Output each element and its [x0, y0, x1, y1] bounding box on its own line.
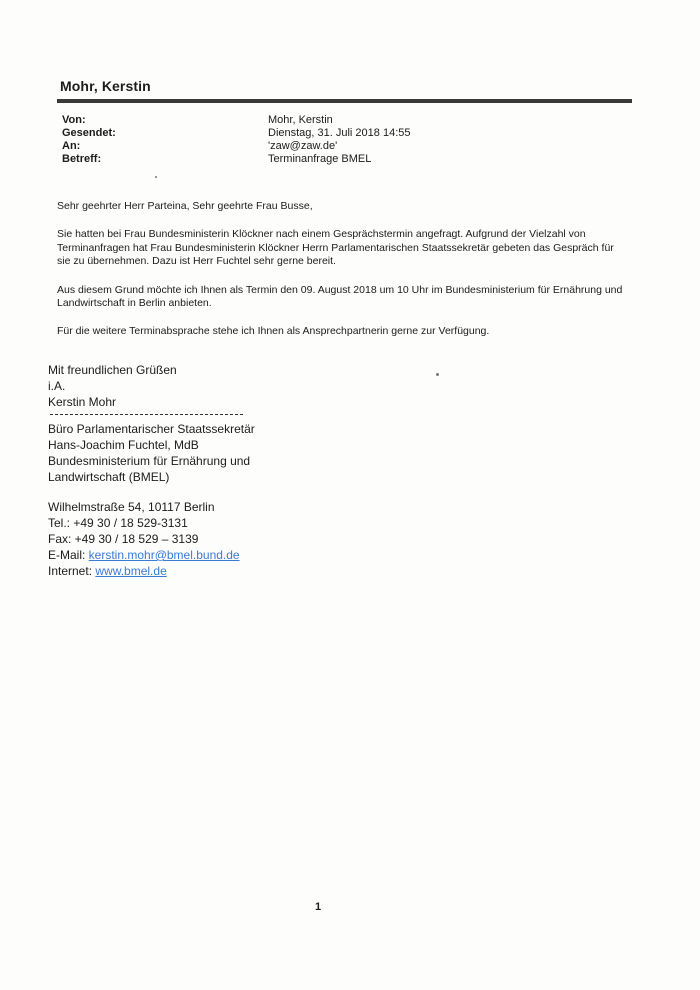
scan-speck	[436, 373, 439, 376]
signer-name: Kerstin Mohr	[48, 395, 117, 409]
signature-divider	[50, 414, 243, 415]
office-line: Büro Parlamentarischer Staatssekretär	[48, 422, 255, 436]
body-paragraph: Aus diesem Grund möchte ich Ihnen als Termin den 09. August 2018 um 10 Uhr im Bundesministerium für Ernährung und Landwirtschaft in Berlin anbieten.	[57, 283, 623, 310]
meta-value: 'zaw@zaw.de'	[268, 140, 338, 152]
address-line: Wilhelmstraße 54, 10117 Berlin	[48, 500, 215, 514]
page-number: 1	[315, 901, 322, 913]
meta-label: Von:	[62, 114, 86, 126]
meta-value: Terminanfrage BMEL	[268, 153, 372, 165]
greeting: Sehr geehrter Herr Parteina, Sehr geehrte Frau Busse,	[57, 200, 313, 212]
meta-label: Betreff:	[62, 153, 102, 165]
email-metadata	[62, 114, 622, 166]
meta-value: Mohr, Kerstin	[268, 114, 333, 126]
body-paragraph: Für die weitere Terminabsprache stehe ich Ihnen als Ansprechpartnerin gerne zur Verfügung.	[57, 325, 490, 338]
meta-row-sent	[62, 127, 622, 140]
meta-row-to	[62, 140, 622, 153]
meta-value: Dienstag, 31. Juli 2018 14:55	[268, 127, 411, 139]
email-label: E-Mail:	[48, 548, 89, 562]
internet-label: Internet:	[48, 564, 96, 578]
email-signature	[48, 362, 348, 579]
body-paragraph: Sie hatten bei Frau Bundesministerin Klöckner nach einem Gesprächstermin angefragt. Aufgrund der Vielzahl von Terminanfragen hat Frau Bundesministerin Klöckner Herrn Parlamentarischen Staatssekretär gebeten das Gespräch für sie zu übernehmen. Dazu ist Herr Fuchtel sehr gerne bereit.	[57, 228, 614, 268]
spacer	[48, 485, 348, 499]
office-line: Landwirtschaft (BMEL)	[48, 470, 170, 484]
office-line: Bundesministerium für Ernährung und	[48, 454, 251, 468]
scan-speck	[155, 176, 157, 178]
email-body	[57, 200, 627, 354]
email-line	[48, 547, 348, 563]
header-divider	[57, 99, 632, 103]
office-line: Hans-Joachim Fuchtel, MdB	[48, 438, 199, 452]
meta-label: Gesendet:	[62, 127, 116, 139]
closing-salutation: Mit freundlichen Grüßen	[48, 363, 177, 377]
meta-row-subject	[62, 153, 622, 166]
website-link[interactable]: www.bmel.de	[95, 564, 167, 578]
fax-line: Fax: +49 30 / 18 529 – 3139	[48, 532, 199, 546]
meta-label: An:	[62, 140, 81, 152]
phone-line: Tel.: +49 30 / 18 529-3131	[48, 516, 188, 530]
closing-ia: i.A.	[48, 379, 66, 393]
meta-row-from	[62, 114, 622, 127]
internet-line	[48, 563, 348, 579]
sender-name-heading: Mohr, Kerstin	[60, 78, 151, 94]
email-link[interactable]: kerstin.mohr@bmel.bund.de	[88, 548, 240, 562]
